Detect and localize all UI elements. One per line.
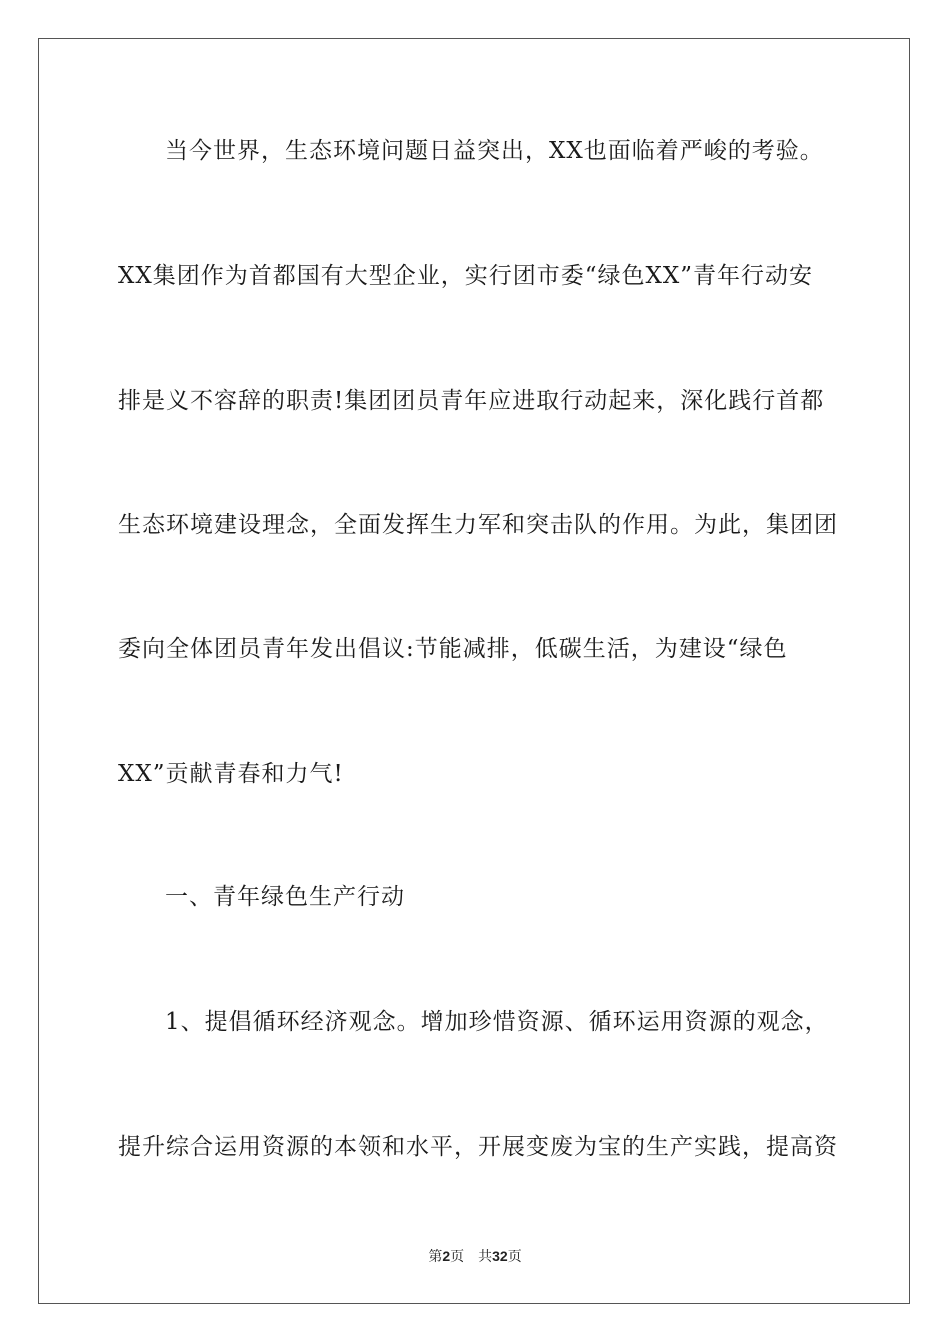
paragraph-line: 生态环境建设理念，全面发挥生力军和突击队的作用。为此，集团团 [118, 512, 838, 538]
paragraph-line: 委向全体团员青年发出倡议:节能减排，低碳生活，为建设“绿色 [118, 636, 788, 662]
paragraph-line: XX集团作为首都国有大型企业，实行团市委“绿色XX”青年行动安 [118, 263, 814, 289]
total-pages-label: 共32页 [478, 1248, 522, 1265]
section-heading: 一、青年绿色生产行动 [165, 884, 405, 910]
paragraph-line: 当今世界，生态环境问题日益突出，XX也面临着严峻的考验。 [165, 138, 824, 164]
paragraph-line: 提升综合运用资源的本领和水平，开展变废为宝的生产实践，提高资 [118, 1134, 838, 1160]
paragraph-line: 排是义不容辞的职责!集团团员青年应进取行动起来，深化践行首都 [118, 388, 825, 414]
page-footer [0, 1246, 950, 1267]
page-number-label: 第2页 [428, 1248, 465, 1265]
paragraph-line: XX”贡献青春和力气! [118, 761, 344, 787]
page-border [38, 38, 910, 1304]
paragraph-line: 1、提倡循环经济观念。增加珍惜资源、循环运用资源的观念， [165, 1009, 829, 1035]
